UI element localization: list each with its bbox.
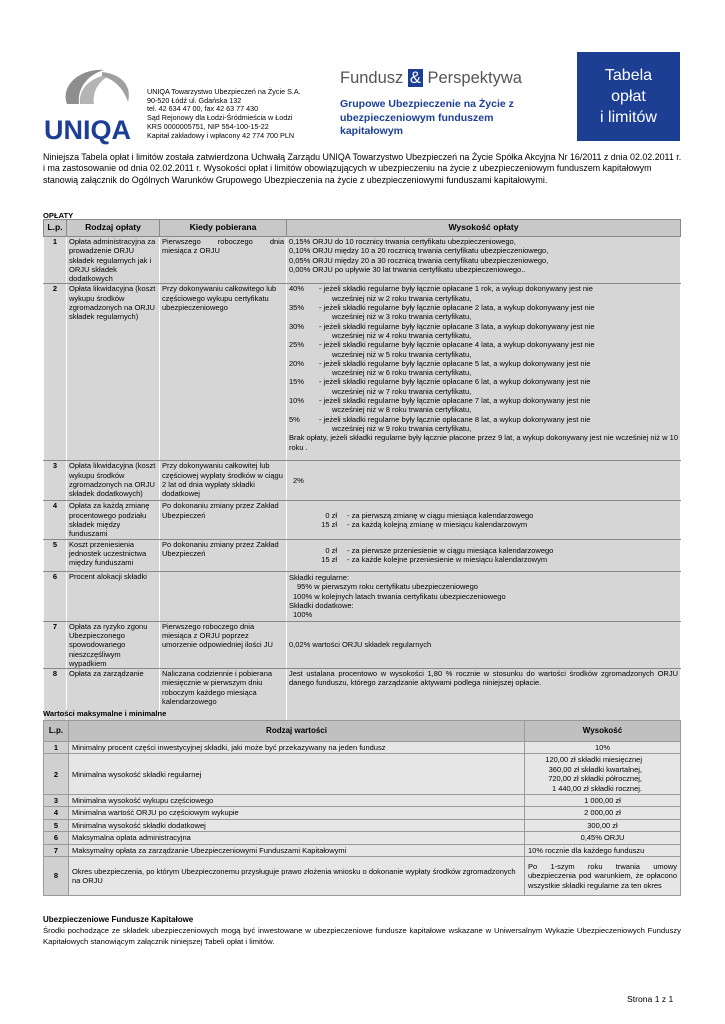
limit-value: 300,00 zł [525, 819, 681, 831]
fee-line: 0 zł - za pierwsze przeniesienie w ciągu miesiąca kalendarzowego [325, 545, 554, 555]
row-number: 5 [44, 539, 67, 571]
fee-line: 0,15% ORJU do 10 rocznicy trwania certyfikatu ubezpieczeniowego, [289, 237, 516, 246]
fee-item: 5% - jeżeli składki regularne były łącznie opłacane 8 lat, a wykup dokonywany jest nie [289, 414, 591, 424]
fees-table [43, 219, 681, 721]
fee-item: 15% - jeżeli składki regularne były łącznie opłacane 6 lat, a wykup dokonywany jest nie [289, 377, 591, 387]
fee-line: 15 zł - za każdą kolejną zmianę w miesiącu kalendarzowym [321, 520, 528, 530]
logo-wordmark: UNIQA [44, 115, 131, 145]
fee-when: Pierwszego roboczego dnia miesiąca z ORJU [160, 237, 287, 284]
limit-value: 2 000,00 zł [525, 807, 681, 819]
table-row [44, 539, 681, 571]
fee-type: Koszt przeniesienia jednostek uczestnictwa między funduszami [67, 539, 160, 571]
limit-type: Minimalna wysokość wykupu częściowego [69, 795, 525, 807]
fee-item: 25% - jeżeli składki regularne były łącznie opłacane 4 lata, a wykup dokonywany jest nie [289, 340, 595, 350]
limit-value: Po 1-szym roku trwania umowy ubezpieczenia pod warunkiem, że opłacono wszystkie składki regularne za ten okres [525, 857, 681, 896]
product-title: Grupowe Ubezpieczenie na Życie z ubezpieczeniowym funduszem kapitałowym [340, 98, 514, 137]
column-header: L.p. [44, 220, 67, 237]
company-info [147, 88, 327, 140]
fee-item: 10% - jeżeli składki regularne były łącznie opłacane 7 lat, a wykup dokonywany jest nie [289, 396, 591, 406]
table-row [44, 284, 681, 461]
brand-title [340, 69, 522, 88]
fee-item-sub: wcześniej niż w 4 roku trwania certyfikatu, [332, 330, 472, 340]
fee-type: Procent alokacji składki [67, 571, 160, 621]
table-row [44, 857, 681, 896]
uniqa-logo [42, 64, 142, 146]
table-row [44, 832, 681, 844]
fee-amount [287, 539, 681, 571]
company-line: tel. 42 634 47 00, fax 42 63 77 430 [147, 104, 259, 114]
fee-when [160, 571, 287, 621]
limit-type: Okres ubezpieczenia, po którym Ubezpieczonemu przysługuje prawo złożenia wniosku o dokonanie wypłaty środków zgromadzonych na ORJU [69, 857, 525, 896]
limit-value: 120,00 zł składki miesięcznej 360,00 zł składki kwartalnej, 720,00 zł składki półrocznej, 1 440,00 zł składki rocznej. [525, 754, 681, 795]
badge-line: i limitów [600, 109, 657, 126]
fee-when: Po dokonaniu zmiany przez Zakład Ubezpieczeń [160, 501, 287, 539]
fee-line: 0 zł - za pierwszą zmianę w ciągu miesiąca kalendarzowego [325, 510, 534, 520]
fee-type: Opłata likwidacyjna (koszt wykupu środków zgromadzonych na ORJU składek dodatkowych) [67, 461, 160, 501]
fee-item-sub: wcześniej niż w 8 roku trwania certyfikatu, [332, 405, 472, 415]
fee-line: 0,10% ORJU między 10 a 20 rocznicą trwania certyfikatu ubezpieczeniowego, [289, 246, 549, 256]
row-number: 2 [44, 284, 67, 461]
fee-item-sub: wcześniej niż w 9 roku trwania certyfikatu, [332, 423, 472, 433]
row-number: 4 [44, 807, 69, 819]
fee-line: 0,00% ORJU po upływie 30 lat trwania certyfikatu ubezpieczeniowego.. [289, 264, 526, 274]
table-row [44, 807, 681, 819]
fee-item-sub: wcześniej niż w 6 roku trwania certyfikatu, [332, 368, 472, 378]
limit-value: 0,45% ORJU [525, 832, 681, 844]
fee-line: 15 zł - za każde kolejne przeniesienie w miesiącu kalendarzowym [321, 555, 548, 565]
fee-item-sub: wcześniej niż w 5 roku trwania certyfikatu, [332, 349, 472, 359]
brand-left: Fundusz [340, 69, 408, 87]
limit-type: Maksymalna opłata administracyjna [69, 832, 525, 844]
table-row [44, 819, 681, 831]
row-number: 7 [44, 621, 67, 668]
limit-value: 1 000,00 zł [525, 795, 681, 807]
fee-item-sub: wcześniej niż w 3 roku trwania certyfikatu, [332, 312, 472, 322]
fee-amount: Jest ustalana procentowo w wysokości 1,80 % rocznie w stosunku do wartości środków zgromadzonych ORJU danego funduszu, którego zarządzanie aktywami podlega niniejszej opłacie. [287, 669, 681, 721]
table-row [44, 795, 681, 807]
row-number: 3 [44, 795, 69, 807]
table-row [44, 742, 681, 754]
table-row [44, 501, 681, 539]
table-row [44, 621, 681, 668]
limit-type: Minimalna wysokość składki dodatkowej [69, 819, 525, 831]
page-number: Strona 1 z 1 [627, 994, 674, 1004]
limit-type: Minimalna wysokość składki regularnej [69, 754, 525, 795]
company-line: 90-520 Łódź ul. Gdańska 132 [147, 95, 242, 105]
company-line: UNIQA Towarzystwo Ubezpieczeń na Życie S.A. [147, 87, 301, 96]
fee-type: Opłata za ryzyko zgonu Ubezpieczonego spowodowanego nieszczęśliwym wypadkiem [67, 621, 160, 668]
limit-type: Minimalny procent części inwestycyjnej składki, jaki może być przekazywany na jeden fundusz [69, 742, 525, 754]
document-badge [577, 52, 680, 141]
company-line: KRS 0000005751, NIP 554-100-15-22 [147, 121, 269, 131]
badge-line: opłat [611, 88, 646, 105]
fee-when: Przy dokonywaniu całkowitej lub częściowej wypłaty środków w ciągu 2 lat od dnia wypłaty składki dodatkowej [160, 461, 287, 501]
row-number: 7 [44, 844, 69, 856]
fee-type: Opłata administracyjna za prowadzenie ORJU składek regularnych jak i ORJU składek dodatkowych [67, 237, 160, 284]
intro-paragraph: Niniejsza Tabela opłat i limitów została zatwierdzona Uchwałą Zarządu UNIQA Towarzystwo Ubezpieczeń na Życie Spółka Akcyjna Nr 16/2011 z dnia 02.02.2011 r. i ma zastosowanie od dnia 02.02.2011 r. Wysokości opłat i limitów obowiązujących w ubezpieczeniu na życie z ubezpieczeniowym funduszem kapitałowym stanowią załącznik do Ogólnych Warunków Grupowego Ubezpieczenia na życie z ubezpieczeniowymi funduszami kapitałowymi. [43, 152, 682, 185]
fee-item-sub: wcześniej niż w 7 roku trwania certyfikatu, [332, 386, 472, 396]
row-number: 1 [44, 237, 67, 284]
row-number: 6 [44, 832, 69, 844]
fee-line: 100% w kolejnych latach trwania certyfikatu ubezpieczeniowego [293, 591, 506, 601]
row-number: 3 [44, 461, 67, 501]
fee-when: Naliczana codziennie i pobierana miesięcznie w pierwszym dniu roboczym każdego miesiąca kalendarzowego [160, 669, 287, 721]
row-number: 8 [44, 857, 69, 896]
funds-section-title: Ubezpieczeniowe Fundusze Kapitałowe [43, 915, 194, 924]
row-number: 6 [44, 571, 67, 621]
fee-type: Opłata za każdą zmianę procentowego podziału składek między funduszami [67, 501, 160, 539]
fee-line: 0,05% ORJU między 20 a 30 rocznicą trwania certyfikatu ubezpieczeniowego, [289, 255, 549, 265]
limit-value: 10% rocznie dla każdego funduszu [525, 844, 681, 856]
row-number: 1 [44, 742, 69, 754]
fee-line: 95% w pierwszym roku certyfikatu ubezpieczeniowego [297, 582, 478, 592]
table-header-row [44, 721, 681, 742]
company-line: Sąd Rejonowy dla Łodzi-Śródmieścia w Łodzi [147, 113, 293, 123]
fee-amount [287, 284, 681, 461]
fee-line: Składki regularne: [289, 572, 350, 582]
column-header: Kiedy pobierana [160, 220, 287, 237]
fee-tail: Brak opłaty, jeżeli składki regularne były łącznie płacone przez 9 lat, a wykup dokonywany jest nie wcześniej niż w 10 roku . [289, 433, 678, 452]
fee-item: 30% - jeżeli składki regularne były łącznie opłacane 3 lata, a wykup dokonywany jest nie [289, 321, 595, 331]
fee-type: Opłata za zarządzanie [67, 669, 160, 721]
brand-right: Perspektywa [422, 69, 522, 87]
badge-line: Tabela [604, 67, 653, 84]
limits-section-title: Wartości maksymalne i minimalne [43, 709, 167, 718]
fees-section-title: OPŁATY [43, 211, 74, 220]
fee-amount [287, 501, 681, 539]
company-line: Kapitał zakładowy i wpłacony 42 774 700 PLN [147, 130, 295, 140]
table-row [44, 754, 681, 795]
column-header: Wysokość opłaty [287, 220, 681, 237]
fee-when: Pierwszego roboczego dnia miesiąca z ORJU poprzez umorzenie odpowiedniej ilości JU [160, 621, 287, 668]
fee-item: 35% - jeżeli składki regularne były łącznie opłacane 2 lata, a wykup dokonywany jest nie [289, 303, 595, 313]
row-number: 8 [44, 669, 67, 721]
column-header: Wysokość [525, 721, 681, 742]
fee-amount [287, 237, 681, 284]
column-header: Rodzaj wartości [69, 721, 525, 742]
fee-type: Opłata likwidacyjna (koszt wykupu środków zgromadzonych na ORJU składek regularnych) [67, 284, 160, 461]
limit-type: Maksymalny opłata za zarządzanie Ubezpieczeniowymi Funduszami Kapitałowymi [69, 844, 525, 856]
row-number: 2 [44, 754, 69, 795]
fee-item-sub: wcześniej niż w 2 roku trwania certyfikatu, [332, 293, 472, 303]
table-row [44, 461, 681, 501]
table-header-row [44, 220, 681, 237]
table-row [44, 844, 681, 856]
fee-line: 100% [293, 610, 313, 620]
column-header: L.p. [44, 721, 69, 742]
fee-amount: 0,02% wartości ORJU składek regularnych [287, 621, 681, 668]
column-header: Rodzaj opłaty [67, 220, 160, 237]
fee-line: Składki dodatkowe: [289, 600, 354, 610]
limit-value: 10% [525, 742, 681, 754]
fee-amount: 2% [287, 461, 681, 501]
brand-amp: & [409, 69, 421, 87]
row-number: 5 [44, 819, 69, 831]
fee-item: 40% - jeżeli składki regularne były łącznie opłacane 1 rok, a wykup dokonywany jest nie [289, 284, 593, 294]
table-row [44, 571, 681, 621]
limits-table [43, 720, 681, 896]
limit-type: Minimalna wartość ORJU po częściowym wykupie [69, 807, 525, 819]
fee-amount [287, 571, 681, 621]
fee-when: Przy dokonywaniu całkowitego lub częściowego wykupu certyfikatu ubezpieczeniowego [160, 284, 287, 461]
fee-item: 20% - jeżeli składki regularne były łącznie opłacane 5 lat, a wykup dokonywany jest nie [289, 358, 591, 368]
funds-paragraph: Środki pochodzące ze składek ubezpieczeniowych mogą być inwestowane w ubezpieczeniowe fundusze kapitałowe wskazane w Uniwersalnym Wykazie Ubezpieczeniowych Funduszy Kapitałowych stanowiącym załącznik niniejszej Tabeli opłat i limitów. [43, 926, 681, 946]
row-number: 4 [44, 501, 67, 539]
fee-when: Po dokonaniu zmiany przez Zakład Ubezpieczeń [160, 539, 287, 571]
table-row [44, 237, 681, 284]
